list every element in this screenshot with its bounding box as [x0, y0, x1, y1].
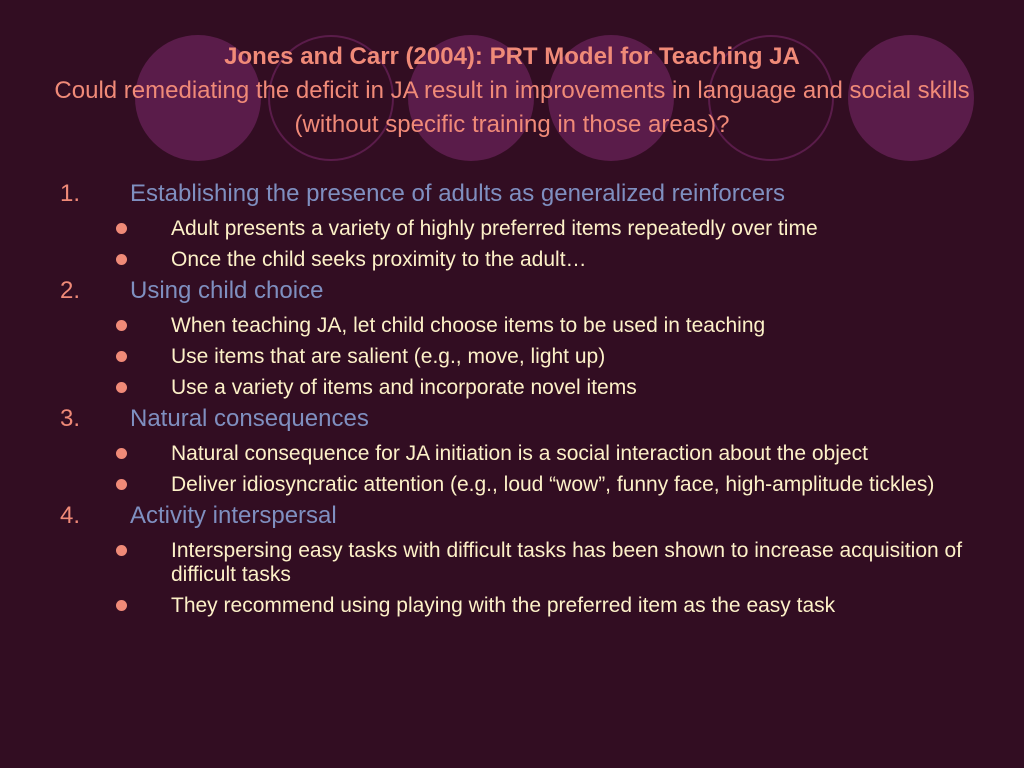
bullet-text: Use items that are salient (e.g., move, light up)	[171, 345, 606, 368]
bullet-item	[60, 248, 980, 272]
bullet-item	[60, 539, 980, 587]
bullet-text: When teaching JA, let child choose items to be used in teaching	[171, 314, 766, 337]
list-item-4	[60, 500, 980, 532]
bullet-dot-icon	[116, 545, 127, 556]
bullet-text: Natural consequence for JA initiation is a social interaction about the object	[171, 442, 868, 465]
bullet-item	[60, 345, 980, 369]
bullet-item	[60, 473, 980, 497]
bullet-text: They recommend using playing with the preferred item as the easy task	[171, 594, 836, 617]
bullet-item	[60, 442, 980, 466]
bullet-text: Deliver idiosyncratic attention (e.g., loud “wow”, funny face, high-amplitude tickles)	[171, 473, 935, 496]
bullet-dot-icon	[116, 600, 127, 611]
item-number: 3.	[60, 405, 81, 432]
item-heading: Using child choice	[130, 277, 324, 304]
bullet-dot-icon	[116, 382, 127, 393]
bullet-text: Use a variety of items and incorporate novel items	[171, 376, 637, 399]
item-number: 4.	[60, 502, 81, 529]
item-heading: Natural consequences	[130, 405, 369, 432]
title-line-2: Could remediating the deficit in JA result in improvements in language and social skills (without specific training in those areas)?	[54, 77, 970, 138]
item-heading: Activity interspersal	[130, 502, 337, 529]
item-number: 2.	[60, 277, 81, 304]
title-line-1: Jones and Carr (2004): PRT Model for Teaching JA	[224, 43, 800, 70]
bullet-item	[60, 217, 980, 241]
bullet-text: Adult presents a variety of highly preferred items repeatedly over time	[171, 217, 818, 240]
item-number: 1.	[60, 180, 81, 207]
bullet-dot-icon	[116, 223, 127, 234]
bullet-item	[60, 594, 980, 618]
bullet-item	[60, 376, 980, 400]
bullet-dot-icon	[116, 254, 127, 265]
bullet-dot-icon	[116, 351, 127, 362]
bullet-dot-icon	[116, 479, 127, 490]
bullet-item	[60, 314, 980, 338]
list-item-2	[60, 275, 980, 307]
bullet-dot-icon	[116, 320, 127, 331]
slide-title	[40, 40, 984, 142]
item-heading: Establishing the presence of adults as generalized reinforcers	[130, 180, 786, 207]
bullet-text: Once the child seeks proximity to the adult…	[171, 248, 587, 271]
bullet-text: Interspersing easy tasks with difficult tasks has been shown to increase acquisition of difficult tasks	[171, 539, 963, 586]
bullet-dot-icon	[116, 448, 127, 459]
numbered-list	[60, 178, 980, 618]
list-item-1	[60, 178, 980, 210]
list-item-3	[60, 403, 980, 435]
